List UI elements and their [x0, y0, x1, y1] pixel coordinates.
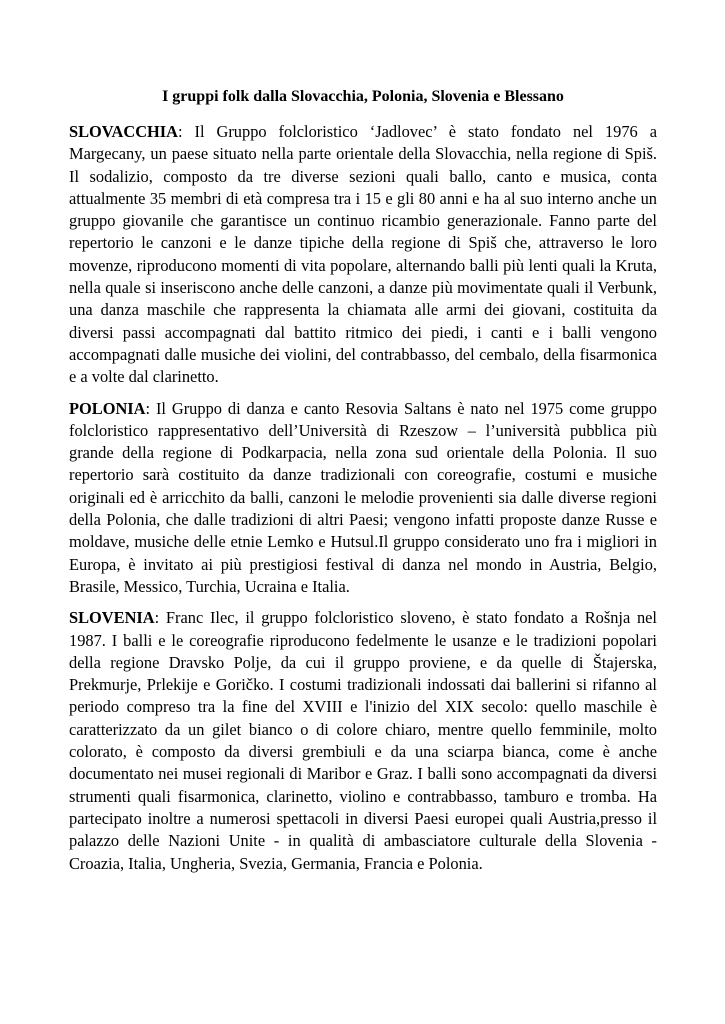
document-page	[69, 86, 657, 884]
section-text-slovenia: : Franc Ilec, il gruppo folcloristico sloveno, è stato fondato a Rošnja nel 1987. I balli e le coreografie riproducono fedelmente le usanze e le tradizioni popolari della regione Dravsko Polje, da cui il gruppo proviene, e da quelle di Štajerska, Prekmurje, Prlekije e Goričko. I costumi tradizionali indossati dai ballerini si rifanno al periodo compreso tra la fine del XVIII e l'inizio del XIX secolo: quello maschile è caratterizzato da un gilet bianco o di colore chiaro, mentre quello femminile, molto colorato, è composto da diversi grembiuli e da una sciarpa bianca, come è anche documentato nei musei regionali di Maribor e Graz. I balli sono accompagnati da diversi strumenti quali fisarmonica, clarinetto, violino e contrabbasso, tamburo e tromba. Ha partecipato inoltre a numerosi spettacoli in diversi Paesi europei quali Austria,presso il palazzo delle Nazioni Unite - in qualità di ambasciatore culturale della Slovenia - Croazia, Italia, Ungheria, Svezia, Germania, Francia e Polonia.	[69, 608, 657, 873]
document-title: I gruppi folk dalla Slovacchia, Polonia, Slovenia e Blessano	[162, 88, 564, 105]
section-heading-polonia: POLONIA	[69, 398, 146, 418]
section-text-slovacchia: : Il Gruppo folcloristico ‘Jadlovec’ è stato fondato nel 1976 a Margecany, un paese situato nella parte orientale della Slovacchia, nella regione di Spiš. Il sodalizio, composto da tre diverse sezioni quali ballo, canto e musica, conta attualmente 35 membri di età compresa tra i 15 e gli 80 anni e ha al suo interno anche un gruppo giovanile che garantisce un continuo ricambio generazionale. Fanno parte del repertorio le canzoni e le danze tipiche della regione di Spiš che, attraverso le loro movenze, riproducono momenti di vita popolare, alternando balli più lenti quali la Kruta, nella quale si inseriscono anche delle canzoni, a danze più movimentate quali il Verbunk, una danza maschile che rappresenta la chiamata alle armi dei giovani, costituita da diversi passi accompagnati dal battito ritmico dei piedi, i canti e i balli vengono accompagnati dalle musiche dei violini, del contrabbasso, del cembalo, della fisarmonica e a volte dal clarinetto.	[69, 122, 657, 387]
section-text-polonia: : Il Gruppo di danza e canto Resovia Saltans è nato nel 1975 come gruppo folcloristico rappresentativo dell’Università di Rzeszow – l’università pubblica più grande della regione di Podkarpacia, nella zona sud orientale della Polonia. Il suo repertorio sarà costituito da danze tradizionali con coreografie, costumi e musiche originali ed è arricchito da balli, canzoni le melodie provenienti sia dalle diverse regioni della Polonia, che dalle tradizioni di altri Paesi; vengono infatti proposte danze Russe e moldave, musiche delle etnie Lemko e Hutsul.Il gruppo considerato uno fra i migliori in Europa, è invitato ai più prestigiosi festival di danza nel mondo in Austria, Belgio, Brasile, Messico, Turchia, Ucraina e Italia.	[69, 398, 657, 596]
section-slovenia	[69, 607, 657, 875]
section-heading-slovacchia: SLOVACCHIA	[69, 122, 178, 141]
section-polonia	[69, 398, 657, 599]
section-heading-slovenia: SLOVENIA	[69, 608, 155, 628]
section-slovacchia	[69, 121, 657, 389]
